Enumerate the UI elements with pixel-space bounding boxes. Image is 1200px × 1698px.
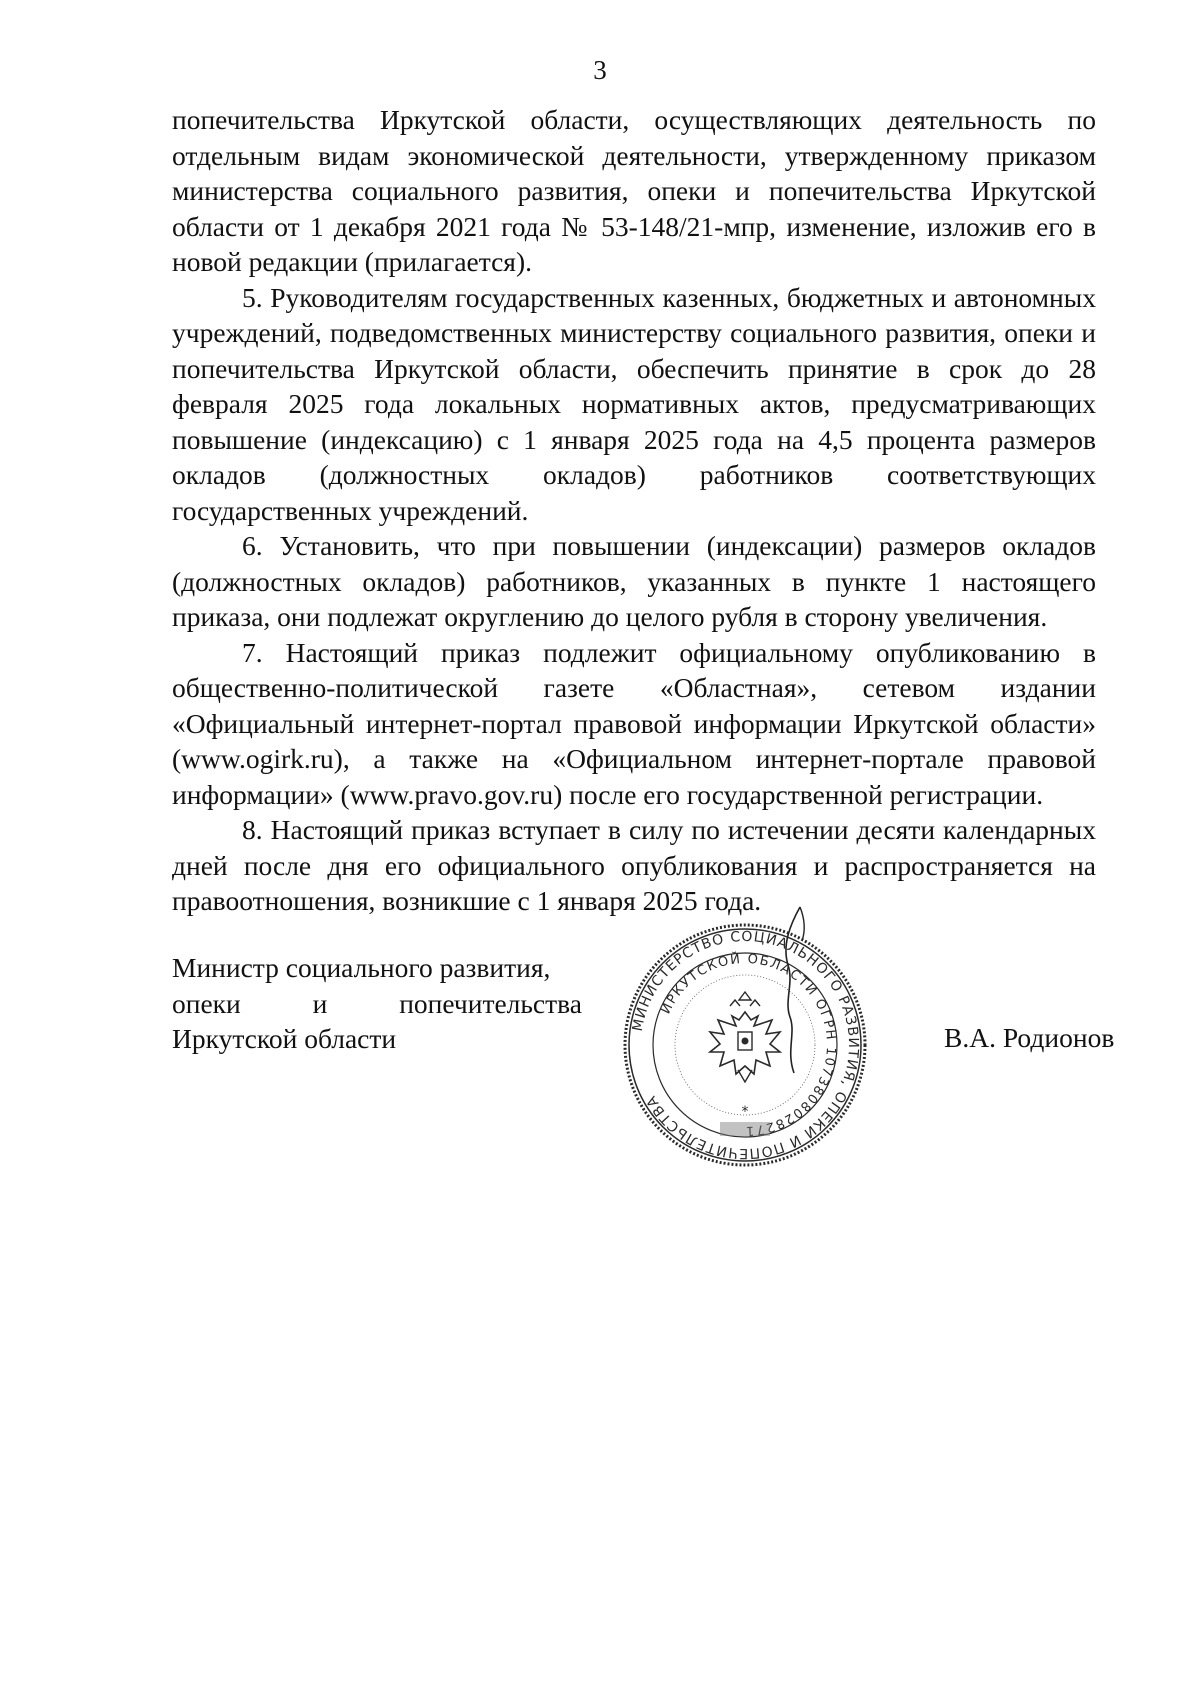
signatory-name: В.А. Родионов [944,1022,1115,1053]
stamp-inner-text: ИРКУТСКОЙ ОБЛАСТИ ОГРН 1073808028271 [658,951,839,1139]
stamp-star-icon: * [741,1104,749,1120]
paragraph-continuation: попечительства Иркутской области, осуществляющих деятельность по отдельным видам экономической деятельности, утвержденному приказом министерства социального развития, опеки и попечительства Иркутской области от 1 декабря 2021 года № 53-148/21-мпр, изменение, изложив его в новой редакции (прилагается). [172,104,1096,277]
document-body [172,102,1096,919]
position-word: попечительства [399,987,582,1019]
paragraph-6: 6. Установить, что при повышении (индексации) размеров окладов (должностных окладов) работников, указанных в пункте 1 настоящего приказа, они подлежат округлению до целого рубля в сторону увеличения. [172,530,1096,632]
signatory-position [172,950,582,1057]
stamp-outer-text: МИНИСТЕРСТВО СОЦИАЛЬНОГО РАЗВИТИЯ, ОПЕКИ И ПОПЕЧИТЕЛЬСТВА [629,928,862,1162]
position-line-1: Министр социального развития, [172,952,551,983]
handwritten-signature [760,905,830,1075]
position-line-2 [172,986,582,1022]
paragraph-5: 5. Руководителям государственных казенных, бюджетных и автономных учреждений, подведомственных министерству социального развития, опеки и попечительства Иркутской области, обеспечить принятие в срок до 28 февраля 2025 года локальных нормативных актов, предусматривающих повышение (индексацию) с 1 января 2025 года на 4,5 процента размеров окладов (должностных окладов) работников соответствующих государственных учреждений. [172,281,1096,526]
position-word: и [312,987,328,1019]
paragraph-8: 8. Настоящий приказ вступает в силу по истечении десяти календарных дней после дня его официального опубликования и распространяется на правоотношения, возникшие с 1 января 2025 года. [172,814,1096,916]
page-number: 3 [593,55,607,85]
position-line-3: Иркутской области [172,1023,397,1054]
position-word: опеки [172,987,241,1019]
paragraph-7: 7. Настоящий приказ подлежит официальному опубликованию в общественно-политической газете «Областная», сетевом издании «Официальный интернет-портал правовой информации Иркутской области» (www.ogirk.ru), а также на «Официальном интернет-портале правовой информации» (www.pravo.gov.ru) после его государственной регистрации. [172,636,1096,810]
official-seal-stamp [620,920,870,1170]
